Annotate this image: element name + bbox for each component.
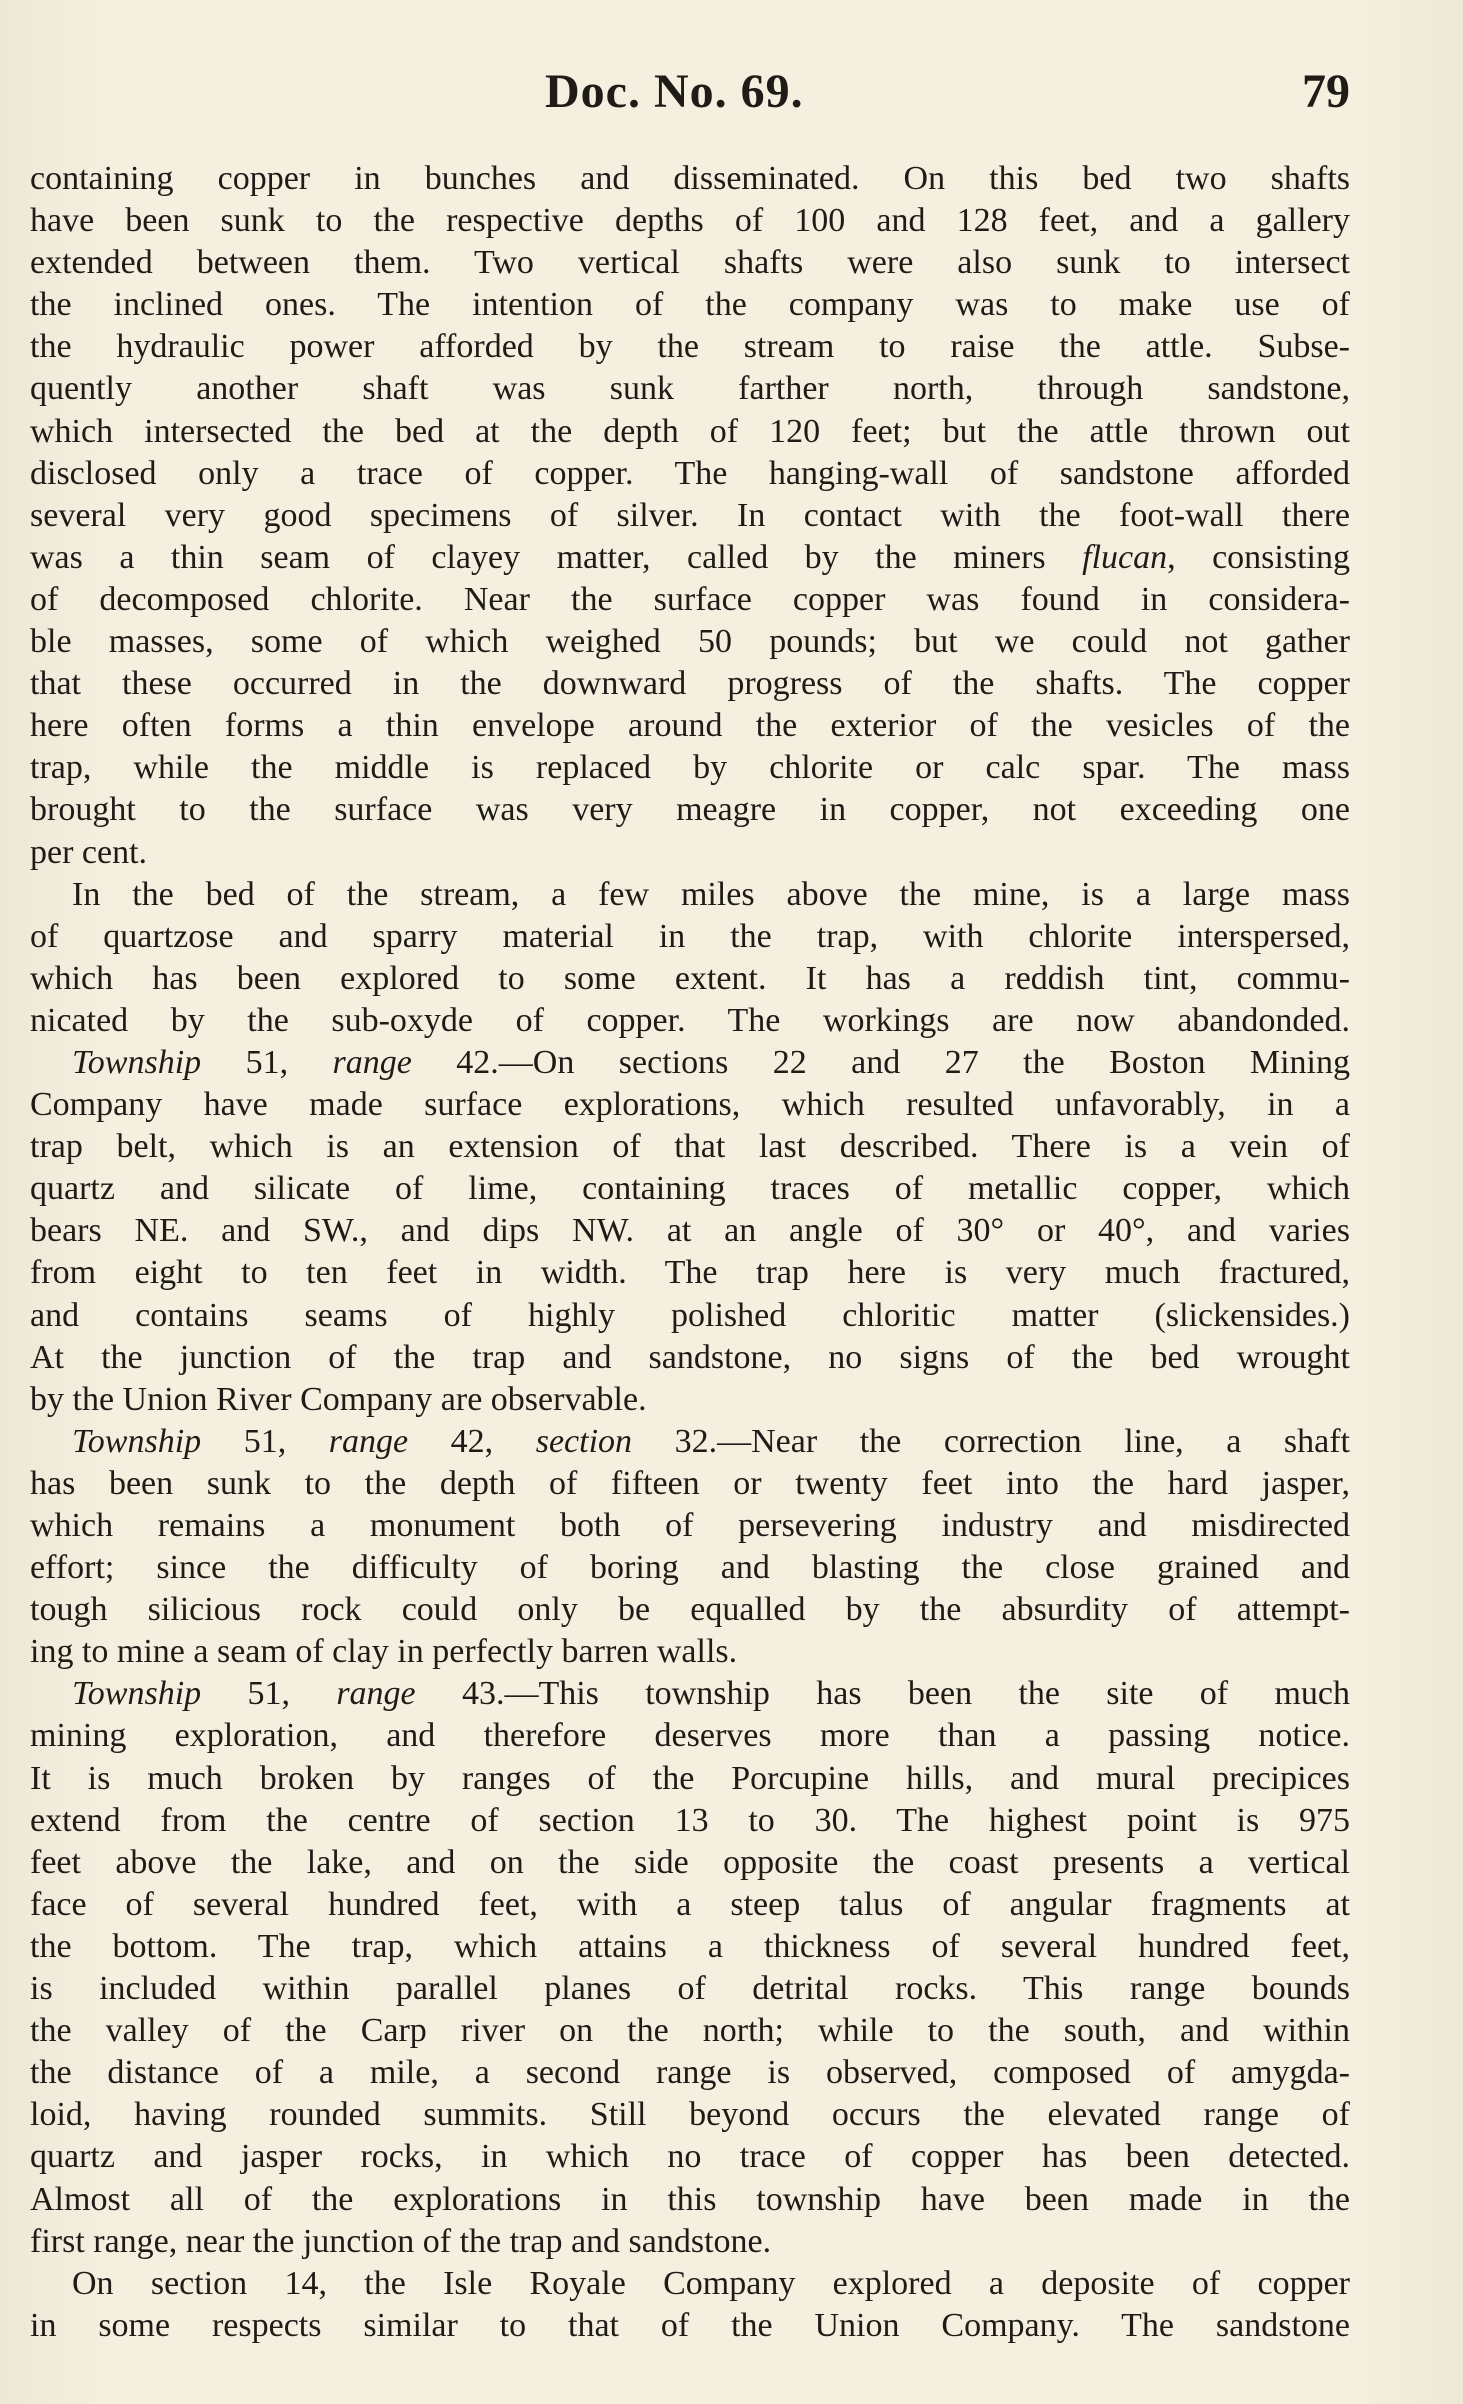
italic-term: Township <box>72 1422 202 1460</box>
italic-term: flucan <box>1082 538 1168 576</box>
line-segment: 51, <box>201 1422 329 1460</box>
text-line: the hydraulic power afforded by the stream to raise the attle. Subse- <box>30 328 1350 366</box>
italic-term: section <box>535 1422 633 1460</box>
line-segment: 43.—This township has been the site of much <box>415 1675 1350 1713</box>
text-line: have been sunk to the respective depths of 100 and 128 feet, and a gallery <box>30 202 1350 240</box>
italic-term: Township <box>72 1043 202 1081</box>
text-line: the valley of the Carp river on the north; while to the south, and within <box>30 2012 1350 2050</box>
text-line: Almost all of the explorations in this township have been made in the <box>30 2180 1350 2218</box>
text-line: by the Union River Company are observable. <box>30 1380 647 1418</box>
text-line-with-italic <box>30 1042 1350 1084</box>
line-segment: , consisting <box>1167 538 1350 576</box>
text-line: In the bed of the stream, a few miles above the mine, is a large mass <box>72 875 1350 913</box>
text-line: in some respects similar to that of the Union Company. The sandstone <box>30 2306 1350 2344</box>
text-line-with-italic <box>30 537 1350 579</box>
text-line: which has been explored to some extent. It has a reddish tint, commu- <box>30 959 1350 997</box>
line-segment: 51, <box>201 1675 337 1713</box>
text-line-with-italic <box>30 1421 1350 1463</box>
body-text <box>30 158 1350 2347</box>
text-line: loid, having rounded summits. Still beyond occurs the elevated range of <box>30 2096 1350 2134</box>
text-line: quently another shaft was sunk farther north, through sandstone, <box>30 370 1350 408</box>
text-line: and contains seams of highly polished chloritic matter (slickensides.) <box>30 1296 1350 1334</box>
text-line: containing copper in bunches and disseminated. On this bed two shafts <box>30 160 1350 197</box>
line-segment: 32.—Near the correction line, a shaft <box>632 1422 1350 1460</box>
text-line: the bottom. The trap, which attains a thickness of several hundred feet, <box>30 1927 1350 1965</box>
text-line: that these occurred in the downward progress of the shafts. The copper <box>30 665 1350 703</box>
text-line: several very good specimens of silver. In contact with the foot-wall there <box>30 496 1350 534</box>
document-title: Doc. No. 69. <box>545 65 804 118</box>
text-line: per cent. <box>30 833 148 871</box>
text-line: the distance of a mile, a second range is observed, composed of amygda- <box>30 2054 1350 2092</box>
line-segment: 42.—On sections 22 and 27 the Boston Mining <box>411 1043 1350 1081</box>
text-line: nicated by the sub-oxyde of copper. The workings are now abandonded. <box>30 1001 1350 1039</box>
text-line: effort; since the difficulty of boring and blasting the close grained and <box>30 1549 1350 1587</box>
text-line: first range, near the junction of the trap and sandstone. <box>30 2222 772 2260</box>
text-line: feet above the lake, and on the side opposite the coast presents a vertical <box>30 1843 1350 1881</box>
text-line: of quartzose and sparry material in the trap, with chlorite interspersed, <box>30 917 1350 955</box>
text-line: face of several hundred feet, with a steep talus of angular fragments at <box>30 1885 1350 1923</box>
text-line: has been sunk to the depth of fifteen or twenty feet into the hard jasper, <box>30 1464 1350 1502</box>
line-segment: was a thin seam of clayey matter, called by the miners <box>30 538 1083 576</box>
text-line: extend from the centre of section 13 to 30. The highest point is 975 <box>30 1801 1350 1839</box>
text-line: Company have made surface explorations, which resulted unfavorably, in a <box>30 1086 1350 1124</box>
text-line: of decomposed chlorite. Near the surface copper was found in considera- <box>30 580 1350 618</box>
text-line: brought to the surface was very meagre in copper, not exceeding one <box>30 791 1350 829</box>
line-segment: 42, <box>408 1422 536 1460</box>
text-line: which intersected the bed at the depth of 120 feet; but the attle thrown out <box>30 412 1350 450</box>
italic-term: Township <box>72 1675 202 1713</box>
text-line: from eight to ten feet in width. The trap here is very much fractured, <box>30 1254 1350 1292</box>
text-line: ing to mine a seam of clay in perfectly barren walls. <box>30 1633 738 1671</box>
text-line: ble masses, some of which weighed 50 pounds; but we could not gather <box>30 623 1350 661</box>
text-line: quartz and silicate of lime, containing traces of metallic copper, which <box>30 1170 1350 1208</box>
italic-term: range <box>328 1422 409 1460</box>
text-line: which remains a monument both of persevering industry and misdirected <box>30 1507 1350 1544</box>
text-line: extended between them. Two vertical shafts were also sunk to intersect <box>30 244 1350 282</box>
text-line: bears NE. and SW., and dips NW. at an angle of 30° or 40°, and varies <box>30 1212 1350 1250</box>
page-header <box>30 58 1350 128</box>
text-line-with-italic <box>30 1673 1350 1715</box>
text-line: here often forms a thin envelope around the exterior of the vesicles of the <box>30 707 1350 745</box>
text-line: the inclined ones. The intention of the company was to make use of <box>30 286 1350 324</box>
text-line: tough silicious rock could only be equalled by the absurdity of attempt- <box>30 1591 1350 1629</box>
text-line: It is much broken by ranges of the Porcupine hills, and mural precipices <box>30 1759 1350 1797</box>
text-line: is included within parallel planes of detrital rocks. This range bounds <box>30 1970 1350 2008</box>
text-line: trap, while the middle is replaced by chlorite or calc spar. The mass <box>30 749 1350 787</box>
page-number: 79 <box>1302 65 1350 118</box>
text-line: quartz and jasper rocks, in which no trace of copper has been detected. <box>30 2138 1350 2176</box>
text-line: mining exploration, and therefore deserves more than a passing notice. <box>30 1717 1350 1755</box>
line-segment: 51, <box>201 1043 333 1081</box>
text-line: trap belt, which is an extension of that last described. There is a vein of <box>30 1128 1350 1166</box>
italic-term: range <box>336 1675 416 1713</box>
italic-term: range <box>332 1043 412 1081</box>
text-line: At the junction of the trap and sandstone, no signs of the bed wrought <box>30 1338 1350 1376</box>
text-line: disclosed only a trace of copper. The hanging-wall of sandstone afforded <box>30 454 1350 492</box>
text-line: On section 14, the Isle Royale Company explored a deposite of copper <box>72 2264 1350 2302</box>
